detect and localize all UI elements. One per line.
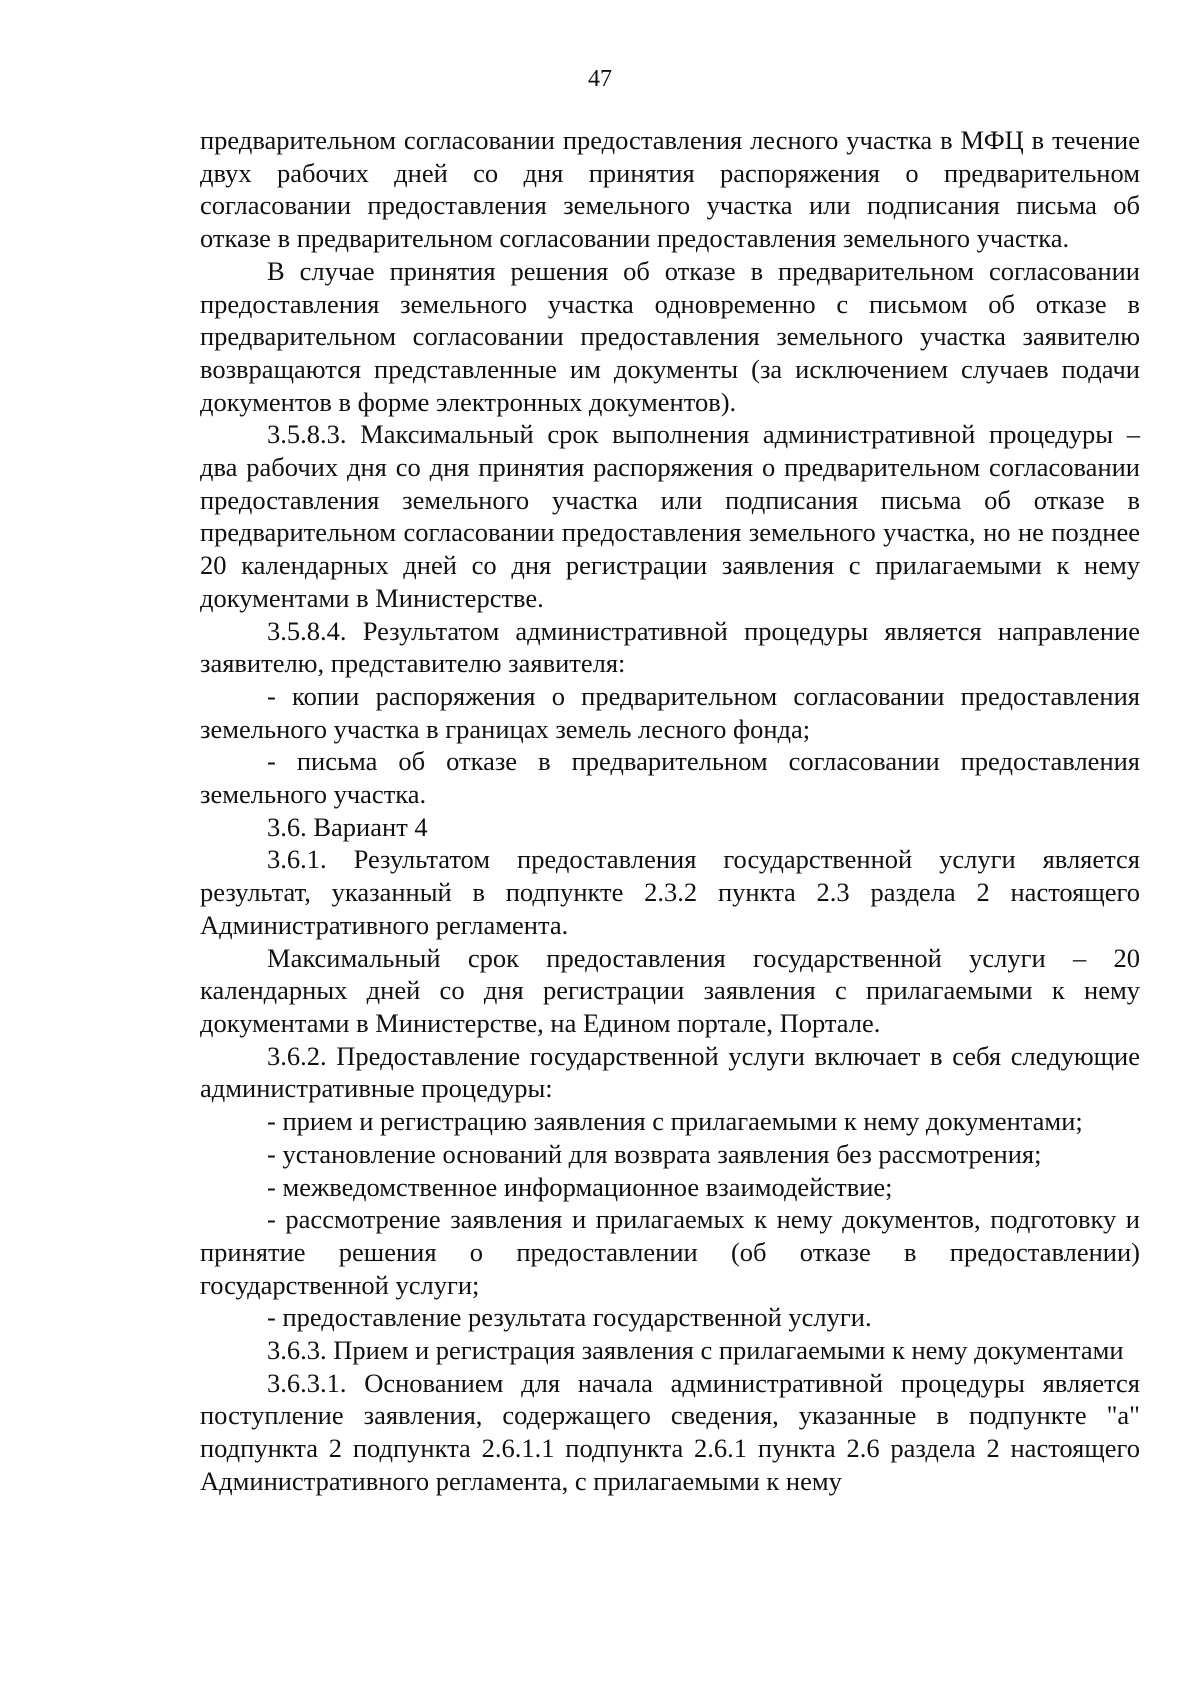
list-item: - установление оснований для возврата заявления без рассмотрения;: [267, 1138, 1042, 1169]
paragraph: 3.6.3.1. Основанием для начала административной процедуры является поступление заявления, содержащего сведения, указанные в подпункте "а" подпункта 2 подпункта 2.6.1.1 подпункта 2.6.1 пункта 2.6 раздела 2 настоящего Административного регламента, с прилагаемыми к нему: [200, 1367, 1140, 1496]
paragraph: 3.5.8.4. Результатом административной процедуры является направление заявителю, представителю заявителя:: [200, 615, 1140, 679]
paragraph: предварительном согласовании предоставления лесного участка в МФЦ в течение двух рабочих дней со дня принятия распоряжения о предварительном согласовании предоставления земельного участка или подписания письма об отказе в предварительном согласовании предоставления земельного участка.: [200, 125, 1140, 254]
list-item: - письма об отказе в предварительном согласовании предоставления земельного участка.: [200, 746, 1140, 810]
page-number: 47: [588, 66, 612, 92]
paragraph: 3.6.3. Прием и регистрация заявления с прилагаемыми к нему документами: [267, 1335, 1124, 1366]
body-text: [200, 124, 1140, 1498]
list-item: - копии распоряжения о предварительном согласовании предоставления земельного участка в границах земель лесного фонда;: [200, 680, 1140, 744]
section-heading: 3.6. Вариант 4: [267, 811, 428, 842]
paragraph: В случае принятия решения об отказе в предварительном согласовании предоставления земельного участка одновременно с письмом об отказе в предварительном согласовании предоставления земельного участка заявителю возвращаются представленные им документы (за исключением случаев подачи документов в форме электронных документов).: [200, 255, 1140, 417]
list-item: - межведомственное информационное взаимодействие;: [267, 1171, 893, 1202]
list-item: - прием и регистрацию заявления с прилагаемыми к нему документами;: [267, 1106, 1083, 1137]
paragraph: 3.6.1. Результатом предоставления государственной услуги является результат, указанный в подпункте 2.3.2 пункта 2.3 раздела 2 настоящего Административного регламента.: [200, 844, 1140, 940]
list-item: - предоставление результата государственной услуги.: [267, 1302, 872, 1333]
paragraph: Максимальный срок предоставления государственной услуги – 20 календарных дней со дня регистрации заявления с прилагаемыми к нему документами в Министерстве, на Едином портале, Портале.: [200, 942, 1140, 1038]
paragraph: 3.5.8.3. Максимальный срок выполнения административной процедуры – два рабочих дня со дня принятия распоряжения о предварительном согласовании предоставления земельного участка или подписания письма об отказе в предварительном согласовании предоставления земельного участка, но не позднее 20 календарных дней со дня регистрации заявления с прилагаемыми к нему документами в Министерстве.: [200, 419, 1140, 613]
paragraph: 3.6.2. Предоставление государственной услуги включает в себя следующие административные процедуры:: [200, 1040, 1140, 1104]
list-item: - рассмотрение заявления и прилагаемых к нему документов, подготовку и принятие решения о предоставлении (об отказе в предоставлении) государственной услуги;: [200, 1204, 1140, 1300]
